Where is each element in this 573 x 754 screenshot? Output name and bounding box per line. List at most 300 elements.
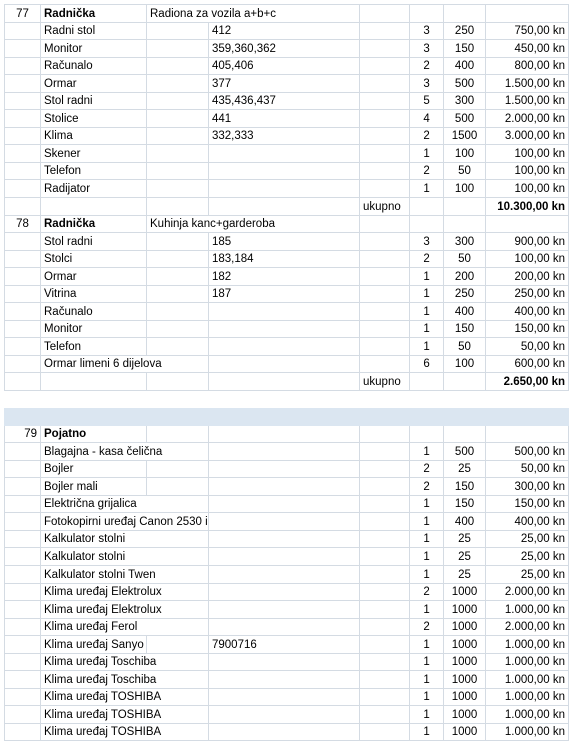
item-total: 1.000,00 kn [486, 723, 569, 741]
table-row [5, 303, 569, 321]
section-description: Radiona za vozila a+b+c [147, 5, 360, 23]
item-quantity: 1 [410, 530, 444, 548]
item-inventory-numbers: 183,184 [209, 250, 360, 268]
item-unit-price: 1000 [444, 601, 486, 619]
inventory-table [4, 4, 569, 741]
item-unit-price: 300 [444, 233, 486, 251]
section-header-row [5, 425, 569, 443]
item-name: Kalkulator stolni [41, 530, 209, 548]
item-unit-price: 50 [444, 250, 486, 268]
table-row [5, 513, 569, 531]
empty-cell [360, 548, 410, 566]
empty-cell [5, 513, 41, 531]
item-total: 2.000,00 kn [486, 110, 569, 128]
section-total-row [5, 198, 569, 216]
section-number: 78 [5, 215, 41, 233]
item-quantity: 1 [410, 653, 444, 671]
empty-cell [410, 391, 444, 408]
empty-cell [410, 425, 444, 443]
empty-cell [147, 40, 209, 58]
empty-cell [5, 145, 41, 163]
empty-cell [41, 373, 147, 391]
item-unit-price: 500 [444, 75, 486, 93]
empty-cell [360, 583, 410, 601]
item-name: Skener [41, 145, 147, 163]
item-unit-price: 150 [444, 495, 486, 513]
band-cell [41, 408, 147, 426]
table-row [5, 530, 569, 548]
empty-cell [360, 355, 410, 373]
item-name: Klima uređaj TOSHIBA [41, 706, 209, 724]
item-inventory-numbers [209, 145, 360, 163]
section-title: Radnička [41, 215, 147, 233]
item-unit-price: 1000 [444, 583, 486, 601]
item-quantity: 1 [410, 548, 444, 566]
empty-cell [147, 250, 209, 268]
item-quantity: 1 [410, 601, 444, 619]
empty-cell [5, 233, 41, 251]
item-name: Fotokopirni uređaj Canon 2530 i [41, 513, 209, 531]
item-inventory-numbers: 359,360,362 [209, 40, 360, 58]
item-total: 1.000,00 kn [486, 601, 569, 619]
item-unit-price: 150 [444, 320, 486, 338]
band-cell [209, 408, 360, 426]
item-unit-price: 50 [444, 338, 486, 356]
item-name: Telefon [41, 338, 147, 356]
band-cell [5, 408, 41, 426]
item-inventory-numbers [209, 180, 360, 198]
empty-cell [360, 391, 410, 408]
item-total: 100,00 kn [486, 180, 569, 198]
table-row [5, 355, 569, 373]
item-inventory-numbers [209, 460, 360, 478]
empty-cell [5, 285, 41, 303]
item-total: 1.000,00 kn [486, 671, 569, 689]
empty-cell [147, 303, 209, 321]
empty-cell [360, 22, 410, 40]
empty-cell [360, 653, 410, 671]
item-unit-price: 25 [444, 548, 486, 566]
item-unit-price: 400 [444, 57, 486, 75]
item-quantity: 1 [410, 303, 444, 321]
item-total: 450,00 kn [486, 40, 569, 58]
empty-cell [5, 355, 41, 373]
empty-cell [360, 688, 410, 706]
item-total: 150,00 kn [486, 495, 569, 513]
item-unit-price: 1000 [444, 653, 486, 671]
item-inventory-numbers: 412 [209, 22, 360, 40]
empty-cell [360, 145, 410, 163]
item-name: Bojler [41, 460, 147, 478]
section-title: Pojatno [41, 425, 147, 443]
empty-cell [5, 530, 41, 548]
empty-cell [5, 198, 41, 216]
item-quantity: 1 [410, 513, 444, 531]
empty-cell [360, 320, 410, 338]
empty-cell [5, 671, 41, 689]
item-quantity: 5 [410, 92, 444, 110]
empty-cell [5, 495, 41, 513]
empty-cell [209, 425, 360, 443]
item-name: Ormar [41, 268, 147, 286]
empty-cell [147, 92, 209, 110]
table-row [5, 145, 569, 163]
empty-cell [147, 110, 209, 128]
item-quantity: 1 [410, 706, 444, 724]
item-total: 25,00 kn [486, 530, 569, 548]
band-cell [147, 408, 209, 426]
item-quantity: 1 [410, 723, 444, 741]
item-name: Klima uređaj Sanyo [41, 636, 147, 654]
empty-cell [147, 460, 209, 478]
empty-cell [147, 268, 209, 286]
empty-cell [444, 425, 486, 443]
item-unit-price: 1000 [444, 671, 486, 689]
section-number: 77 [5, 5, 41, 23]
item-total: 25,00 kn [486, 548, 569, 566]
empty-cell [410, 215, 444, 233]
table-row [5, 338, 569, 356]
item-unit-price: 150 [444, 40, 486, 58]
empty-cell [5, 478, 41, 496]
item-inventory-numbers [209, 162, 360, 180]
item-total: 1.000,00 kn [486, 688, 569, 706]
item-total: 750,00 kn [486, 22, 569, 40]
item-inventory-numbers [209, 513, 360, 531]
item-inventory-numbers [209, 688, 360, 706]
band-cell [410, 408, 444, 426]
item-inventory-numbers [209, 583, 360, 601]
item-inventory-numbers [209, 338, 360, 356]
item-quantity: 3 [410, 233, 444, 251]
empty-cell [360, 530, 410, 548]
item-unit-price: 1000 [444, 706, 486, 724]
item-unit-price: 1000 [444, 723, 486, 741]
section-number: 79 [5, 425, 41, 443]
empty-cell [360, 285, 410, 303]
empty-cell [360, 565, 410, 583]
item-quantity: 2 [410, 250, 444, 268]
empty-cell [147, 338, 209, 356]
empty-cell [147, 320, 209, 338]
item-quantity: 3 [410, 40, 444, 58]
item-unit-price: 100 [444, 180, 486, 198]
item-unit-price: 250 [444, 285, 486, 303]
empty-cell [147, 57, 209, 75]
item-unit-price: 1500 [444, 127, 486, 145]
table-row [5, 127, 569, 145]
empty-cell [5, 373, 41, 391]
item-quantity: 2 [410, 57, 444, 75]
empty-cell [486, 425, 569, 443]
empty-cell [147, 180, 209, 198]
item-total: 250,00 kn [486, 285, 569, 303]
table-row [5, 636, 569, 654]
section-total: 2.650,00 kn [486, 373, 569, 391]
item-name: Stol radni [41, 233, 147, 251]
item-quantity: 2 [410, 583, 444, 601]
empty-cell [360, 57, 410, 75]
empty-cell [5, 443, 41, 461]
section-total-row [5, 373, 569, 391]
item-name: Klima uređaj Elektrolux [41, 601, 209, 619]
empty-cell [5, 250, 41, 268]
item-quantity: 2 [410, 460, 444, 478]
item-quantity: 2 [410, 162, 444, 180]
item-name: Telefon [41, 162, 147, 180]
table-row [5, 75, 569, 93]
item-inventory-numbers: 7900716 [209, 636, 360, 654]
empty-cell [147, 198, 209, 216]
item-total: 800,00 kn [486, 57, 569, 75]
empty-cell [360, 706, 410, 724]
item-name: Ormar limeni 6 dijelova [41, 355, 209, 373]
empty-cell [486, 391, 569, 408]
empty-cell [5, 127, 41, 145]
item-quantity: 1 [410, 180, 444, 198]
table-row [5, 110, 569, 128]
item-inventory-numbers [209, 671, 360, 689]
table-row [5, 233, 569, 251]
item-unit-price: 400 [444, 303, 486, 321]
empty-cell [147, 373, 209, 391]
item-name: Kalkulator stolni Twen [41, 565, 209, 583]
table-row [5, 618, 569, 636]
empty-cell [444, 373, 486, 391]
table-row [5, 57, 569, 75]
item-unit-price: 250 [444, 22, 486, 40]
table-row [5, 443, 569, 461]
empty-cell [147, 391, 209, 408]
table-row [5, 460, 569, 478]
empty-cell [360, 478, 410, 496]
empty-cell [147, 127, 209, 145]
table-row [5, 583, 569, 601]
item-inventory-numbers [209, 653, 360, 671]
item-total: 600,00 kn [486, 355, 569, 373]
empty-cell [360, 40, 410, 58]
item-inventory-numbers [209, 495, 360, 513]
item-unit-price: 1000 [444, 636, 486, 654]
empty-cell [5, 688, 41, 706]
item-total: 50,00 kn [486, 338, 569, 356]
section-description: Kuhinja kanc+garderoba [147, 215, 360, 233]
table-row [5, 268, 569, 286]
item-total: 2.000,00 kn [486, 618, 569, 636]
empty-cell [444, 215, 486, 233]
empty-cell [410, 5, 444, 23]
empty-cell [360, 180, 410, 198]
table-row [5, 478, 569, 496]
item-unit-price: 25 [444, 530, 486, 548]
table-row [5, 706, 569, 724]
empty-cell [41, 198, 147, 216]
band-cell [486, 408, 569, 426]
empty-cell [147, 22, 209, 40]
item-inventory-numbers [209, 618, 360, 636]
item-inventory-numbers [209, 443, 360, 461]
empty-cell [147, 636, 209, 654]
empty-cell [147, 478, 209, 496]
item-unit-price: 1000 [444, 688, 486, 706]
empty-cell [360, 425, 410, 443]
empty-cell [147, 233, 209, 251]
empty-cell [486, 215, 569, 233]
empty-cell [5, 320, 41, 338]
item-quantity: 6 [410, 355, 444, 373]
item-unit-price: 100 [444, 355, 486, 373]
item-total: 150,00 kn [486, 320, 569, 338]
item-unit-price: 100 [444, 145, 486, 163]
table-row [5, 548, 569, 566]
item-inventory-numbers: 187 [209, 285, 360, 303]
item-name: Klima uređaj Toschiba [41, 653, 209, 671]
item-inventory-numbers [209, 548, 360, 566]
table-row [5, 495, 569, 513]
empty-cell [410, 373, 444, 391]
empty-cell [5, 601, 41, 619]
item-quantity: 4 [410, 110, 444, 128]
item-unit-price: 500 [444, 443, 486, 461]
item-total: 1.500,00 kn [486, 92, 569, 110]
item-name: Stolci [41, 250, 147, 268]
item-unit-price: 25 [444, 460, 486, 478]
table-row [5, 22, 569, 40]
item-unit-price: 50 [444, 162, 486, 180]
total-label: ukupno [360, 198, 410, 216]
empty-cell [360, 127, 410, 145]
item-unit-price: 400 [444, 513, 486, 531]
empty-cell [5, 618, 41, 636]
item-name: Ormar [41, 75, 147, 93]
item-total: 300,00 kn [486, 478, 569, 496]
item-unit-price: 25 [444, 565, 486, 583]
item-inventory-numbers: 377 [209, 75, 360, 93]
section-band [5, 408, 569, 426]
empty-cell [5, 391, 41, 408]
item-quantity: 1 [410, 565, 444, 583]
empty-cell [209, 391, 360, 408]
empty-cell [147, 145, 209, 163]
empty-cell [5, 706, 41, 724]
item-total: 900,00 kn [486, 233, 569, 251]
empty-cell [360, 338, 410, 356]
item-quantity: 1 [410, 285, 444, 303]
item-quantity: 1 [410, 636, 444, 654]
item-quantity: 1 [410, 671, 444, 689]
item-total: 100,00 kn [486, 145, 569, 163]
item-inventory-numbers [209, 565, 360, 583]
item-total: 1.000,00 kn [486, 636, 569, 654]
item-total: 100,00 kn [486, 162, 569, 180]
item-inventory-numbers: 435,436,437 [209, 92, 360, 110]
table-row [5, 601, 569, 619]
item-name: Klima uređaj Ferol [41, 618, 209, 636]
item-unit-price: 150 [444, 478, 486, 496]
table-row [5, 92, 569, 110]
empty-cell [360, 5, 410, 23]
empty-cell [360, 723, 410, 741]
item-total: 500,00 kn [486, 443, 569, 461]
item-total: 50,00 kn [486, 460, 569, 478]
empty-cell [444, 198, 486, 216]
item-quantity: 1 [410, 338, 444, 356]
item-total: 100,00 kn [486, 250, 569, 268]
item-name: Klima uređaj TOSHIBA [41, 688, 209, 706]
item-name: Klima [41, 127, 147, 145]
item-name: Vitrina [41, 285, 147, 303]
empty-cell [5, 460, 41, 478]
empty-cell [360, 75, 410, 93]
empty-cell [360, 460, 410, 478]
empty-cell [360, 601, 410, 619]
item-inventory-numbers: 182 [209, 268, 360, 286]
empty-cell [5, 162, 41, 180]
table-row [5, 40, 569, 58]
item-name: Radni stol [41, 22, 147, 40]
item-unit-price: 1000 [444, 618, 486, 636]
item-total: 400,00 kn [486, 303, 569, 321]
item-name: Monitor [41, 320, 147, 338]
empty-cell [360, 443, 410, 461]
item-unit-price: 200 [444, 268, 486, 286]
item-total: 200,00 kn [486, 268, 569, 286]
empty-cell [147, 285, 209, 303]
item-inventory-numbers [209, 530, 360, 548]
empty-cell [360, 162, 410, 180]
section-total: 10.300,00 kn [486, 198, 569, 216]
item-name: Bojler mali [41, 478, 147, 496]
empty-cell [209, 373, 360, 391]
item-name: Računalo [41, 57, 147, 75]
item-name: Klima uređaj Elektrolux [41, 583, 209, 601]
empty-cell [5, 583, 41, 601]
table-row [5, 653, 569, 671]
table-row [5, 565, 569, 583]
item-total: 1.000,00 kn [486, 653, 569, 671]
empty-cell [360, 495, 410, 513]
empty-cell [360, 636, 410, 654]
empty-cell [5, 92, 41, 110]
inventory-table-body [5, 5, 569, 741]
item-inventory-numbers [209, 601, 360, 619]
empty-cell [5, 57, 41, 75]
item-unit-price: 500 [444, 110, 486, 128]
empty-cell [5, 636, 41, 654]
section-separator [5, 391, 569, 408]
inventory-sheet [4, 4, 568, 741]
total-label: ukupno [360, 373, 410, 391]
item-inventory-numbers [209, 723, 360, 741]
item-name: Klima uređaj Toschiba [41, 671, 209, 689]
empty-cell [360, 92, 410, 110]
item-unit-price: 300 [444, 92, 486, 110]
item-quantity: 1 [410, 443, 444, 461]
table-row [5, 688, 569, 706]
empty-cell [147, 75, 209, 93]
item-quantity: 1 [410, 145, 444, 163]
table-row [5, 250, 569, 268]
item-name: Kalkulator stolni [41, 548, 209, 566]
item-total: 3.000,00 kn [486, 127, 569, 145]
empty-cell [5, 110, 41, 128]
empty-cell [5, 40, 41, 58]
empty-cell [209, 198, 360, 216]
item-inventory-numbers: 405,406 [209, 57, 360, 75]
section-header-row [5, 215, 569, 233]
empty-cell [5, 22, 41, 40]
item-quantity: 2 [410, 618, 444, 636]
